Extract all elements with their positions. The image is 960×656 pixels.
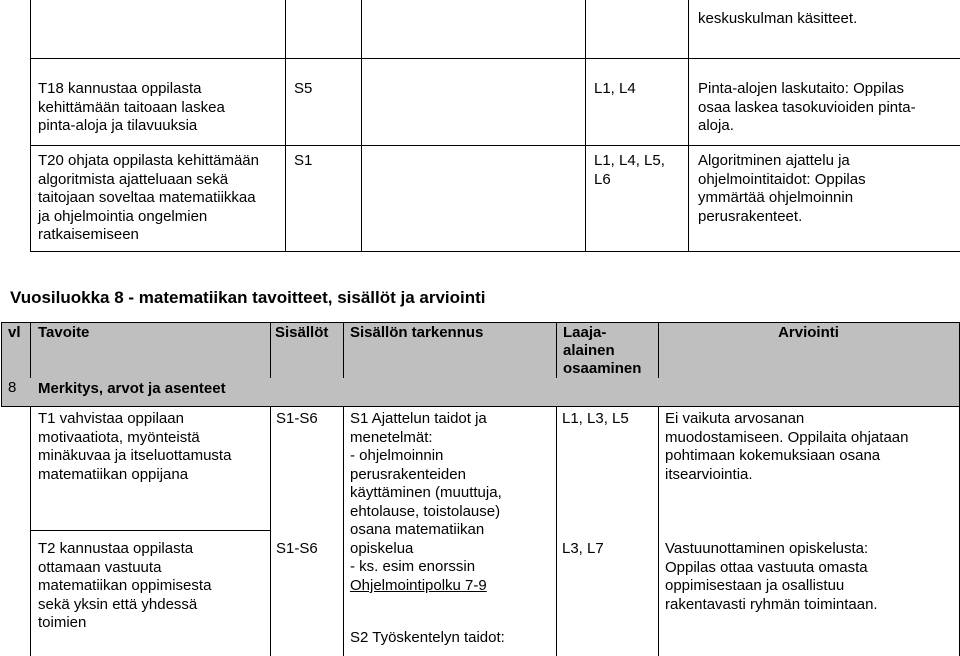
table-top-border (1, 322, 960, 323)
content-code: S1-S6 (276, 540, 318, 557)
evaluation-text: Pinta-alojen laskutaito: Oppilas osaa laskea tasokuvioiden pinta- aloja. (698, 80, 916, 134)
column-divider (343, 322, 344, 378)
column-divider (658, 406, 659, 656)
competence-codes: L1, L4 (594, 80, 636, 97)
content-code: S1-S6 (276, 410, 318, 427)
content-s2-label: S2 Työskentelyn taidot: (350, 629, 505, 646)
column-divider (270, 322, 271, 378)
content-code: S5 (294, 80, 313, 97)
header-tavoite: Tavoite (38, 324, 90, 341)
goal-text: T1 vahvistaa oppilaan motivaatiota, myönteistä minäkuvaa ja itseluottamusta matematiikan oppijana (38, 410, 232, 483)
header-arviointi: Arviointi (778, 324, 839, 341)
competence-codes: L1, L4, L5, L6 (594, 152, 665, 188)
column-divider (1, 322, 2, 406)
column-divider (30, 322, 31, 378)
column-divider (270, 406, 271, 656)
row-divider (1, 406, 960, 407)
row-divider (30, 530, 270, 531)
column-divider (343, 406, 344, 656)
column-divider (688, 0, 689, 252)
grade-label: 8 (8, 379, 17, 396)
evaluation-text: Ei vaikuta arvosanan muodostamiseen. Oppilaita ohjataan pohtimaan kokemuksiaan osana itsearviointia. (665, 410, 909, 483)
group-title: Merkitys, arvot ja asenteet (38, 380, 226, 397)
ohjelmointipolku-link[interactable]: Ohjelmointipolku 7-9 (350, 577, 487, 594)
competence-codes: L1, L3, L5 (562, 410, 629, 427)
column-divider (556, 322, 557, 378)
evaluation-text: keskuskulman käsitteet. (698, 10, 858, 27)
row-divider (30, 58, 960, 59)
column-divider (585, 0, 586, 252)
header-tarkennus: Sisällön tarkennus (350, 324, 484, 341)
section-title: Vuosiluokka 8 - matematiikan tavoitteet, sisällöt ja arviointi (10, 288, 486, 307)
header-sisallot: Sisällöt (275, 324, 329, 341)
column-divider (30, 0, 31, 252)
row-divider (30, 145, 960, 146)
content-code: S1 (294, 152, 313, 169)
column-divider (30, 406, 31, 656)
evaluation-text: Vastuunottaminen opiskelusta: Oppilas ottaa vastuuta omasta oppimisestaan ja osallistuu rakentavasti ryhmän toimintaan. (665, 540, 878, 613)
column-divider (285, 0, 286, 252)
evaluation-text: Algoritminen ajattelu ja ohjelmointitaidot: Oppilas ymmärtää ohjelmoinnin perusrakenteet. (698, 152, 866, 225)
competence-codes: L3, L7 (562, 540, 604, 557)
goal-text: T2 kannustaa oppilasta ottamaan vastuuta matematiikan oppimisesta sekä yksin että yhdessä toimien (38, 540, 212, 631)
header-vl: vl (8, 324, 21, 341)
content-specification: S1 Ajattelun taidot ja menetelmät: - ohjelmoinnin perusrakenteiden käyttäminen (muuttuja, ehtolause, toistolause) osana matematiikan opiskelua - ks. esim enorssin (350, 410, 502, 575)
column-divider (556, 406, 557, 656)
header-laaja-alainen: Laaja- alainen osaaminen (563, 324, 642, 377)
table-bottom-border (30, 251, 960, 252)
column-divider (361, 0, 362, 252)
goal-text: T18 kannustaa oppilasta kehittämään taitoaan laskea pinta-aloja ja tilavuuksia (38, 80, 225, 134)
goal-text: T20 ohjata oppilasta kehittämään algoritmista ajatteluaan sekä taitojaan soveltaa matematiikkaa ja ohjelmointia ongelmien ratkaisemiseen (38, 152, 259, 243)
